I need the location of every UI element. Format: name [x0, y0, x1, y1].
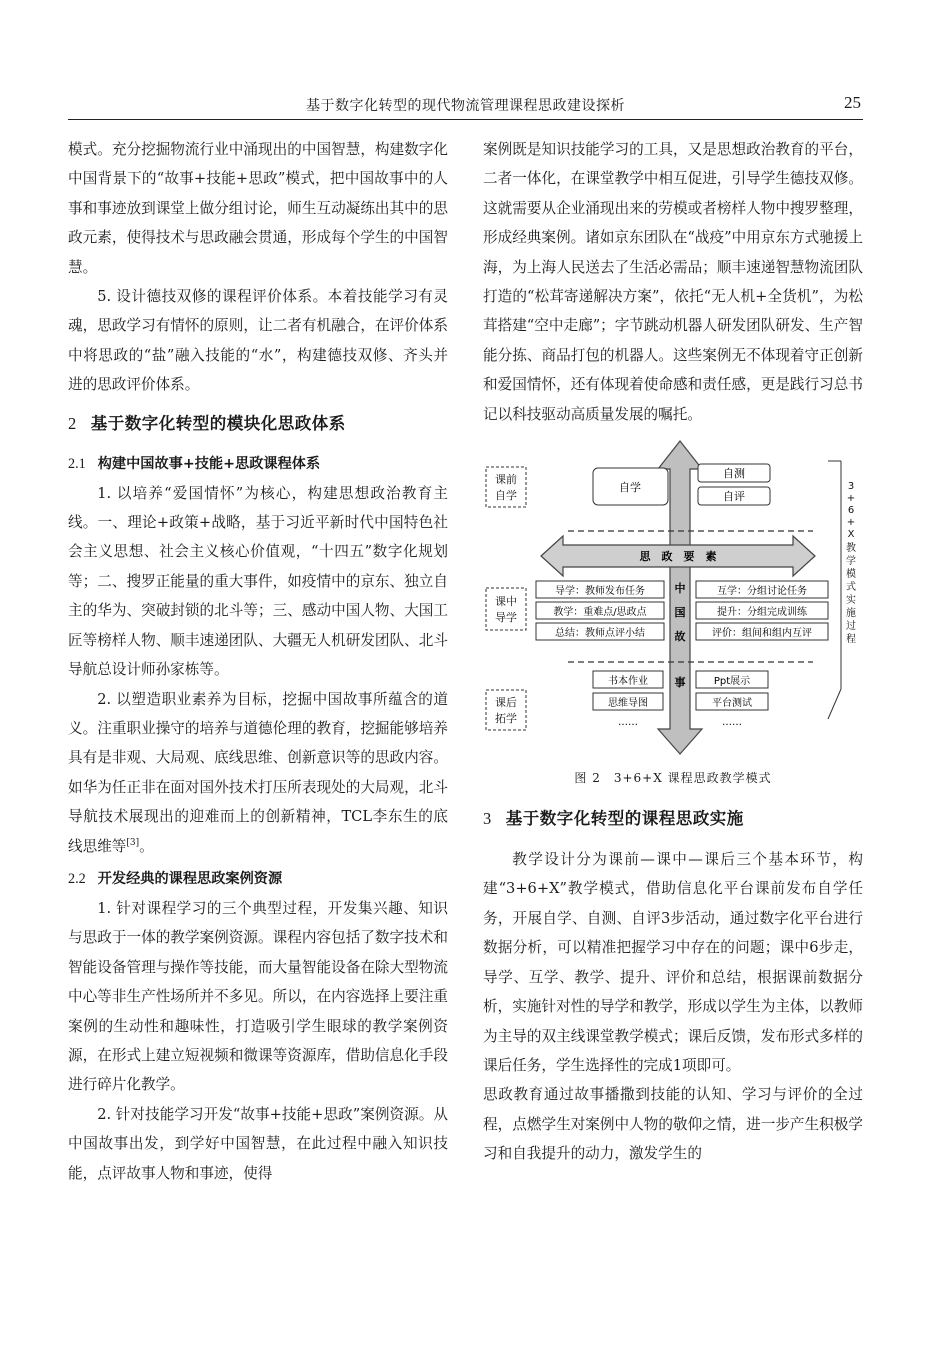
homework-label: 书本作业	[608, 676, 648, 688]
china-story-char: 国	[674, 606, 686, 620]
ellipsis-left: ……	[618, 717, 638, 729]
svg-text:6: 6	[847, 505, 855, 517]
running-title: 基于数字化转型的现代物流管理课程思政建设探析	[306, 98, 625, 114]
evaluate-label: 评价：组间和组内互评	[712, 628, 812, 640]
teach-label: 教学：重难点/思政点	[553, 607, 647, 619]
section-heading	[68, 412, 448, 436]
svg-text:3: 3	[847, 481, 855, 493]
svg-text:X: X	[847, 529, 855, 541]
paragraph-end: 。	[139, 837, 154, 855]
ellipsis-right: ……	[722, 717, 742, 729]
china-story-char: 故	[674, 630, 686, 644]
teaching-model-figure	[483, 439, 863, 769]
subsection-heading	[68, 865, 448, 894]
right-column	[483, 135, 863, 1169]
stage-mid-label: 导学	[495, 611, 517, 625]
paragraph: 1. 以培养“爱国情怀”为核心，构建思想政治教育主线。一、理论+政策+战略，基于习近平新时代中国特色社会主义思想、社会主义核心价值观，“十四五”数字化规划等；二、搜罗正能量的重大事件，如疫情中的京东、独立自主的华为、突破封锁的北斗等；三、感动中国人物、大国工匠等榜样人物、顺丰速递团队、大疆无人机研发团队、北斗导航总设计师孙家栋等。	[68, 484, 448, 679]
paragraph: 案例既是知识技能学习的工具，又是思想政治教育的平台，二者一体化，在课堂教学中相互促进，引导学生德技双修。这就需要从企业涌现出来的劳模或者榜样人物中搜罗整理，形成经典案例。诸如京东团队在“战疫”中用京东方式驰援上海，为上海人民送去了生活必需品；顺丰速递智慧物流团队打造的“松茸寄递解决方案”，依托“无人机+全货机”，为松茸搭建“空中走廊”；字节跳动机器人研发团队研发、生产智能分拣、商品打包的机器人。这些案例无不体现着守正创新和爱国情怀，还有体现着使命感和责任感，更是践行习总书记以科技驱动高质量发展的嘱托。	[483, 141, 863, 423]
stage-pre-label: 课前	[495, 473, 517, 487]
paragraph: 1. 针对课程学习的三个典型过程，开发集兴趣、知识与思政于一体的教学案例资源。课程内容包括了数字技术和智能设备管理与操作等技能，而大量智能设备在除大型物流中心等非生产性场所并不多见。所以，在内容选择上要注重案例的生动性和趣味性，打造吸引学生眼球的教学案例资源，在形式上建立短视频和微课等资源库，借助信息化手段进行碎片化教学。	[68, 899, 448, 1094]
page-number: 25	[844, 93, 861, 112]
mindmap-label: 思维导图	[608, 698, 648, 710]
ppt-label: Ppt展示	[713, 676, 751, 688]
summary-label: 总结：教师点评小结	[555, 628, 645, 640]
left-column	[68, 135, 448, 1188]
china-story-char: 中	[674, 582, 686, 596]
svg-text:+: +	[846, 517, 856, 529]
paragraph: 2. 针对技能学习开发“故事+技能+思政”案例资源。从中国故事出发，到学好中国智慧，在此过程中融入知识技能，点评故事人物和事迹，使得	[68, 1105, 448, 1182]
subsection-number: 2.1	[68, 455, 86, 472]
side-label	[846, 481, 856, 645]
subsection-title: 开发经典的课程思政案例资源	[97, 870, 283, 887]
svg-text:过: 过	[846, 621, 856, 633]
guide-label: 导学：教师发布任务	[555, 586, 645, 598]
paragraph: 5. 设计德技双修的课程评价体系。本着技能学习有灵魂，思政学习有情怀的原则，让二者有机融合，在评价体系中将思政的“盐”融入技能的“水”，构建德技双修、齐头并进的思政评价体系。	[68, 288, 448, 394]
ideology-elements-label: 思 政 要 素	[639, 550, 717, 564]
figure-caption: 图 2 3+6+X 课程思政教学模式	[574, 771, 772, 786]
paragraph	[68, 685, 448, 861]
svg-text:教: 教	[846, 543, 856, 555]
china-story-char: 事	[674, 676, 686, 690]
subsection-number: 2.2	[68, 870, 86, 887]
section-number: 2	[68, 413, 77, 433]
self-study-label: 自学	[619, 481, 641, 495]
stage-post-label: 拓学	[495, 712, 517, 726]
svg-text:式: 式	[846, 582, 856, 594]
stage-mid-label: 课中	[495, 595, 517, 609]
section-number: 3	[483, 809, 492, 829]
stage-post-label: 课后	[495, 696, 517, 710]
svg-text:程: 程	[846, 634, 856, 646]
mutual-label: 互学：分组讨论任务	[717, 586, 807, 598]
section-heading	[483, 807, 863, 831]
paragraph: 思政教育通过故事播撒到技能的认知、学习与评价的全过程，点燃学生对案例中人物的敬仰之情，进一步产生积极学习和自我提升的动力，激发学生的	[483, 1086, 863, 1163]
subsection-heading	[68, 450, 448, 479]
svg-text:模: 模	[846, 569, 856, 581]
svg-text:施: 施	[846, 608, 856, 620]
svg-text:+: +	[846, 493, 856, 505]
teaching-model-diagram	[483, 439, 863, 769]
paragraph: 教学设计分为课前—课中—课后三个基本环节，构建“3+6+X”教学模式，借助信息化平台课前发布自学任务，开展自学、自测、自评3步活动，通过数字化平台进行数据分析，可以精准把握学习中存在的问题；课中6步走，导学、互学、教学、提升、评价和总结，根据课前数据分析，实施针对性的导学和教学，形成以学生为主体，以教师为主导的双主线课堂教学模式；课后反馈，发布形式多样的课后任务，学生选择性的完成1项即可。	[483, 851, 863, 1074]
improve-label: 提升：分组完成训练	[717, 607, 807, 619]
citation: [3]	[126, 837, 140, 848]
svg-text:学: 学	[846, 556, 856, 568]
paragraph-text: 2. 以塑造职业素养为目标，挖掘中国故事所蕴含的道义。注重职业操守的培养与道德伦理的教育，挖掘能够培养具有是非观、大局观、底线思维、创新意识等的思政内容。如华为任正非在面对国外技术打压所表现处的大局观，北斗导航技术展现出的迎难而上的创新精神，TCL李东生的底线思维等	[68, 690, 448, 855]
paragraph: 模式。充分挖掘物流行业中涌现出的中国智慧，构建数字化中国背景下的“故事+技能+思政”模式，把中国故事中的人事和事迹放到课堂上做分组讨论，师生互动凝练出其中的思政元素，使得技术与思政融会贯通，形成每个学生的中国智慧。	[68, 141, 448, 276]
side-bracket	[828, 689, 841, 719]
self-test-label: 自测	[723, 467, 745, 481]
svg-text:实: 实	[846, 595, 856, 607]
platform-test-label: 平台测试	[712, 698, 752, 710]
running-header	[68, 93, 863, 120]
self-eval-label: 自评	[723, 490, 745, 504]
section-title: 基于数字化转型的课程思政实施	[505, 809, 744, 829]
section-title: 基于数字化转型的模块化思政体系	[90, 413, 346, 433]
stage-pre-label: 自学	[495, 489, 517, 503]
subsection-title: 构建中国故事+技能+思政课程体系	[97, 455, 321, 472]
